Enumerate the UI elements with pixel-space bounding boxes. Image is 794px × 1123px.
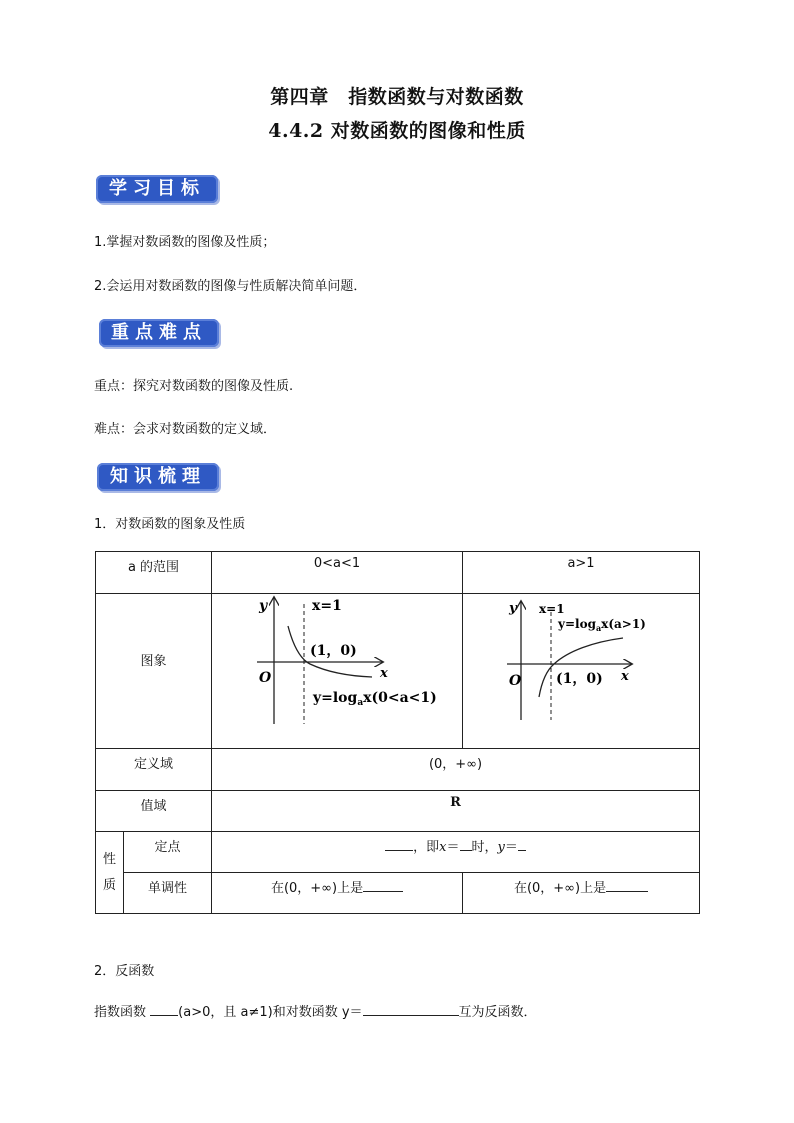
formula-label xyxy=(557,617,646,633)
graph-cell-increasing xyxy=(463,594,700,749)
monotonic-col2-blank[interactable] xyxy=(606,879,648,892)
fixed-point-eq2: ＝ xyxy=(504,840,518,855)
range-value: R xyxy=(212,791,700,832)
y-label: y xyxy=(509,601,517,616)
asymptote-label: x=1 xyxy=(312,598,342,614)
key-points-badge: 重点难点 xyxy=(99,319,219,347)
fixed-point-text-d: 时， xyxy=(471,840,498,855)
x-label: x xyxy=(380,666,388,681)
origin-label: O xyxy=(509,673,522,689)
a-range-label: a 的范围 xyxy=(96,552,212,594)
inverse-text-c: 互为反函数． xyxy=(458,1005,537,1020)
fixed-point-label: (1，0) xyxy=(310,643,357,659)
fixed-point-value xyxy=(212,832,700,873)
log-curve-increasing xyxy=(539,638,623,697)
chapter-title: 第四章 指数函数与对数函数 xyxy=(270,86,524,108)
property-label-2: 质 xyxy=(102,877,116,893)
fixed-point-x: x xyxy=(439,840,447,855)
difficulty-text: 难点：会求对数函数的定义域． xyxy=(94,422,277,437)
fixed-point-label: (1，0) xyxy=(556,671,603,687)
focus-text: 重点：探究对数函数的图像及性质. xyxy=(94,379,294,394)
range-label: 值域 xyxy=(96,791,212,832)
monotonic-label: 单调性 xyxy=(124,873,212,914)
monotonic-col1 xyxy=(212,873,463,914)
a-range-col2: a>1 xyxy=(463,552,700,594)
exp-function-blank[interactable] xyxy=(150,1003,178,1016)
monotonic-col2 xyxy=(463,873,700,914)
formula-sub: a xyxy=(596,623,602,633)
formula-prefix: y=log xyxy=(313,690,358,706)
origin-label: O xyxy=(259,670,272,686)
log-function-blank[interactable] xyxy=(363,1003,459,1016)
section2-heading: 2．反函数 xyxy=(94,964,155,979)
monotonic-col1-blank[interactable] xyxy=(363,879,403,892)
learning-goals-badge: 学习目标 xyxy=(96,175,218,203)
graph-decreasing xyxy=(212,594,462,748)
property-label xyxy=(96,832,124,914)
goal-item-1: 1.掌握对数函数的图像及性质； xyxy=(94,235,276,250)
formula-label xyxy=(312,690,437,708)
y-value-blank[interactable] xyxy=(518,838,526,851)
y-label: y xyxy=(259,598,268,614)
x-value-blank[interactable] xyxy=(460,838,472,851)
domain-label: 定义域 xyxy=(96,749,212,791)
formula-suffix: x(a>1) xyxy=(601,617,646,631)
formula-sub: a xyxy=(357,698,364,708)
formula-suffix: x(0<a<1) xyxy=(363,690,437,706)
inverse-text-b: (a>0，且 a≠1)和对数函数 y＝ xyxy=(178,1005,363,1020)
inverse-text-a: 指数函数 xyxy=(94,1005,147,1020)
section-title: 4.4.2 对数函数的图像和性质 xyxy=(268,120,526,142)
fixed-point-eq1: ＝ xyxy=(446,840,460,855)
section1-heading: 1．对数函数的图象及性质 xyxy=(94,517,246,532)
fixed-point-y: y xyxy=(497,840,505,855)
property-label-1: 性 xyxy=(102,851,116,867)
fixed-point-text-a: ，即 xyxy=(413,840,440,855)
inverse-function-line xyxy=(94,1001,537,1020)
fixed-point-row-label: 定点 xyxy=(124,832,212,873)
asymptote-label: x=1 xyxy=(539,602,565,616)
a-range-col1: 0<a<1 xyxy=(212,552,463,594)
fixed-point-blank[interactable] xyxy=(385,838,413,851)
formula-prefix: y=log xyxy=(558,617,596,631)
monotonic-col1-text: 在(0，+∞)上是 xyxy=(270,881,364,896)
log-properties-table xyxy=(95,551,700,914)
knowledge-badge: 知识梳理 xyxy=(97,463,219,491)
graph-cell-decreasing xyxy=(212,594,463,749)
graph-increasing xyxy=(463,594,699,748)
domain-value: (0，+∞) xyxy=(212,749,700,791)
graph-label: 图象 xyxy=(96,594,212,749)
monotonic-col2-text: 在(0，+∞)上是 xyxy=(513,881,607,896)
x-label: x xyxy=(621,669,629,684)
goal-item-2: 2.会运用对数函数的图像与性质解决简单问题． xyxy=(94,279,367,294)
